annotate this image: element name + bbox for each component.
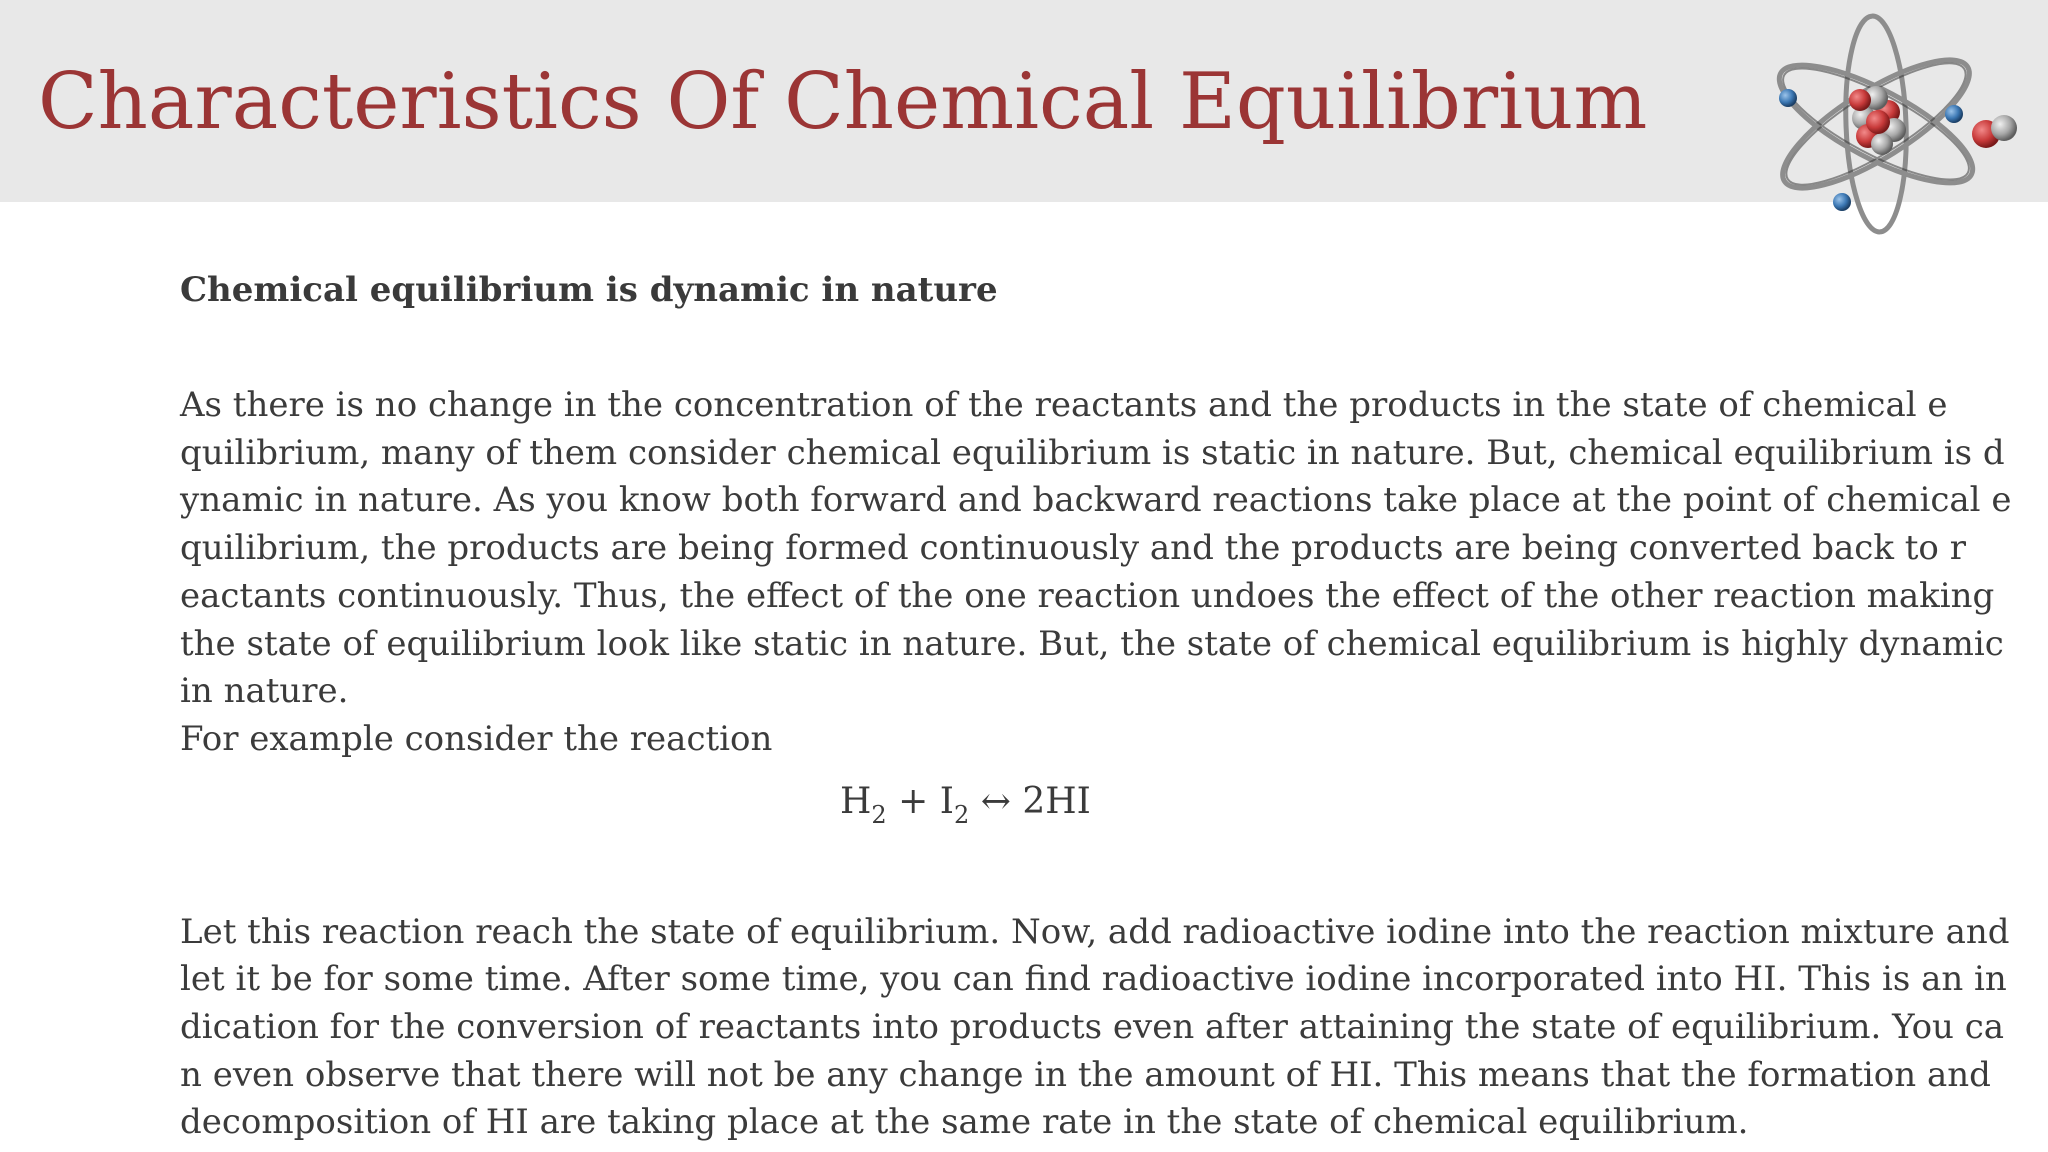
paragraph-2-line: decomposition of HI are taking place at the same rate in the state of chemical equilibrium. [180, 1102, 1749, 1143]
equation-i: I [939, 780, 954, 822]
equation-h-subscript: 2 [871, 800, 887, 829]
paragraph-1-line: eactants continuously. Thus, the effect of the one reaction undoes the effect of the other reaction making [180, 575, 1995, 616]
section-subheading: Chemical equilibrium is dynamic in nature [180, 270, 998, 310]
paragraph-1-line: As there is no change in the concentration of the reactants and the products in the state of chemical e [180, 385, 1948, 425]
atom-icon [1756, 6, 2036, 238]
paragraph-2-line: Let this reaction reach the state of equilibrium. Now, add radioactive iodine into the reaction mixture and [180, 911, 2010, 952]
paragraph-2-line: let it be for some time. After some time, you can find radioactive iodine incorporated into HI. This is an in [180, 959, 2007, 1000]
slide-title: Characteristics Of Chemical Equilibrium [38, 57, 1648, 147]
paragraph-1-line: in nature. [180, 671, 349, 712]
equation-product: 2HI [1022, 780, 1091, 822]
equation-h: H [840, 780, 872, 822]
paragraph-1-line: the state of equilibrium look like static in nature. But, the state of chemical equilibrium is highly dynamic [180, 623, 2004, 664]
paragraph-1 [180, 382, 2012, 764]
equation-i-subscript: 2 [953, 800, 970, 829]
paragraph-1-line: For example consider the reaction [180, 718, 773, 759]
paragraph-2 [180, 909, 2010, 1148]
paragraph-2-line: dication for the conversion of reactants into products even after attaining the state of equilibrium. You ca [180, 1007, 2005, 1048]
paragraph-2-line: n even observe that there will not be any change in the amount of HI. This means that the formation and [180, 1054, 1991, 1095]
equation-arrow: ↔ [969, 780, 1023, 822]
slide-body [180, 262, 2012, 1147]
paragraph-1-line: quilibrium, the products are being formed continuously and the products are being converted back to r [180, 528, 1966, 569]
paragraph-1-line: quilibrium, many of them consider chemical equilibrium is static in nature. But, chemical equilibrium is d [180, 432, 2005, 473]
reaction-equation [840, 778, 1980, 839]
equation-plus: + [886, 780, 940, 822]
paragraph-1-line: ynamic in nature. As you know both forward and backward reactions take place at the point of chemical e [180, 480, 2012, 521]
